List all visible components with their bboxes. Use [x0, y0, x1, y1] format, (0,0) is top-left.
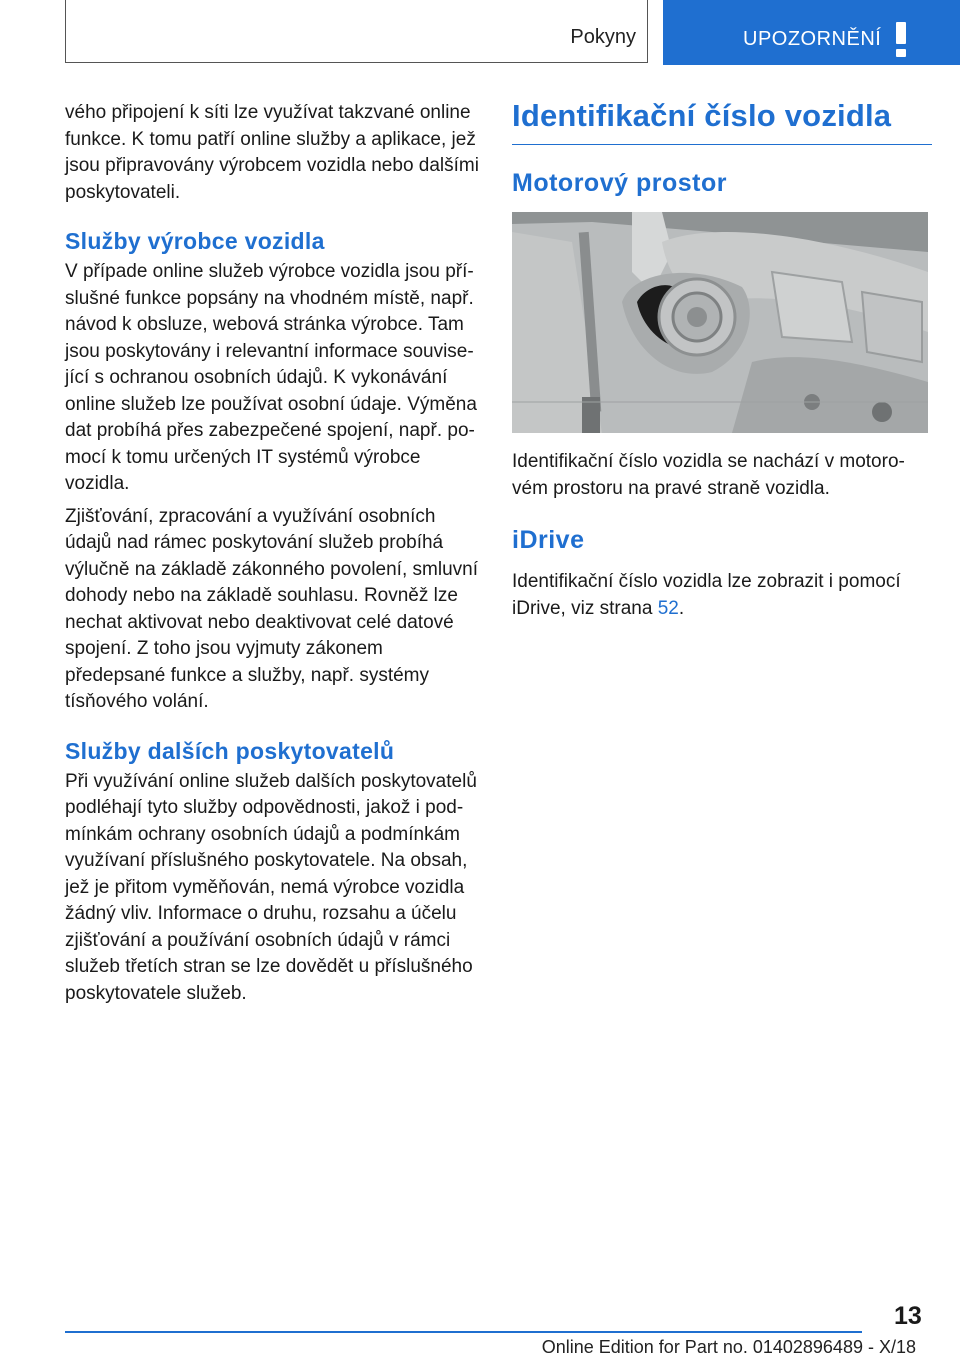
paragraph-manufacturer: V případe online služeb výrobce vozidla jsou příslušné funkce popsány na vhodném místě, např. návod k obsluze, webová stránka výrobce. Tam jsou poskytovány i relevantní informace související s ochranou osobních údajů. K vykonávání online služeb lze používat osobní údaje. Výměna dat probíhá přes zabezpečené spojení, např. pomocí k tomu určených IT systémů výrobce vozidla.: [65, 261, 477, 494]
left-column: [65, 100, 480, 1007]
page-52-link[interactable]: 52: [657, 597, 679, 619]
idrive-text: Identifikační číslo vozidla lze zobrazit i pomocí iDrive, viz strana: [512, 571, 901, 619]
paragraph-idrive: [512, 569, 932, 622]
footer-divider: [65, 1331, 862, 1333]
page-number: 13: [894, 1302, 922, 1330]
heading-manufacturer-services: Služby výrobce vozidla: [65, 228, 325, 254]
engine-compartment-photo: [512, 212, 928, 433]
paragraph-engine-location: Identifikační číslo vozidla se nachází v motorovém prostoru na pravé straně vozidla.: [512, 451, 905, 499]
header-tab[interactable]: [663, 0, 960, 65]
paragraph-providers: Při využívání online služeb dalších poskytovatelů podléhají tyto služby odpovědnosti, jakož i podmínkám ochrany osobních údajů a podmínkám využívaní příslušného poskytovatele. Na obsah, jež je přitom vyměňován, nemá výrobce vozidla žádný vliv. Informace o druhu, rozsahu a účelu zjišťování a používání osobních údajů v rámci služeb třetích stran se lze dovědět u příslušného poskytovatele služeb.: [65, 770, 477, 1004]
paragraph-data-processing: Zjišťování, zpracování a využívání osobních údajů nad rámec poskytování služeb probíhá výlučně na základě zákonného povolení, smluvní dohody nebo na základě souhlasu. Rovněž lze nechat aktivovat nebo deaktivovat celé datové spojení. Z toho jsou vyjmuty zákonem předepsané funkce a služby, např. systémy tísňového volání.: [65, 505, 478, 712]
header-tab-label: UPOZORNĚNÍ: [743, 28, 882, 50]
exclamation-icon: [896, 22, 906, 56]
page-title: Identifikační číslo vozidla: [512, 98, 932, 145]
footer-edition: Online Edition for Part no. 01402896489 - X/18: [541, 1337, 916, 1357]
right-column: [512, 98, 932, 622]
header-frame: [65, 0, 648, 63]
heading-engine-compartment: Motorový prostor: [512, 169, 727, 197]
header-section-title: Pokyny: [570, 26, 636, 48]
heading-provider-services: Služby dalších poskytovatelů: [65, 737, 395, 764]
paragraph-intro: vého připojení k síti lze využívat takzvané online funkce. K tomu patří online služby a aplikace, jež jsou připravovány výrobcem vozidla nebo dalšími poskytovateli.: [65, 102, 479, 203]
heading-idrive: iDrive: [512, 526, 585, 554]
idrive-text-end: .: [678, 597, 685, 619]
